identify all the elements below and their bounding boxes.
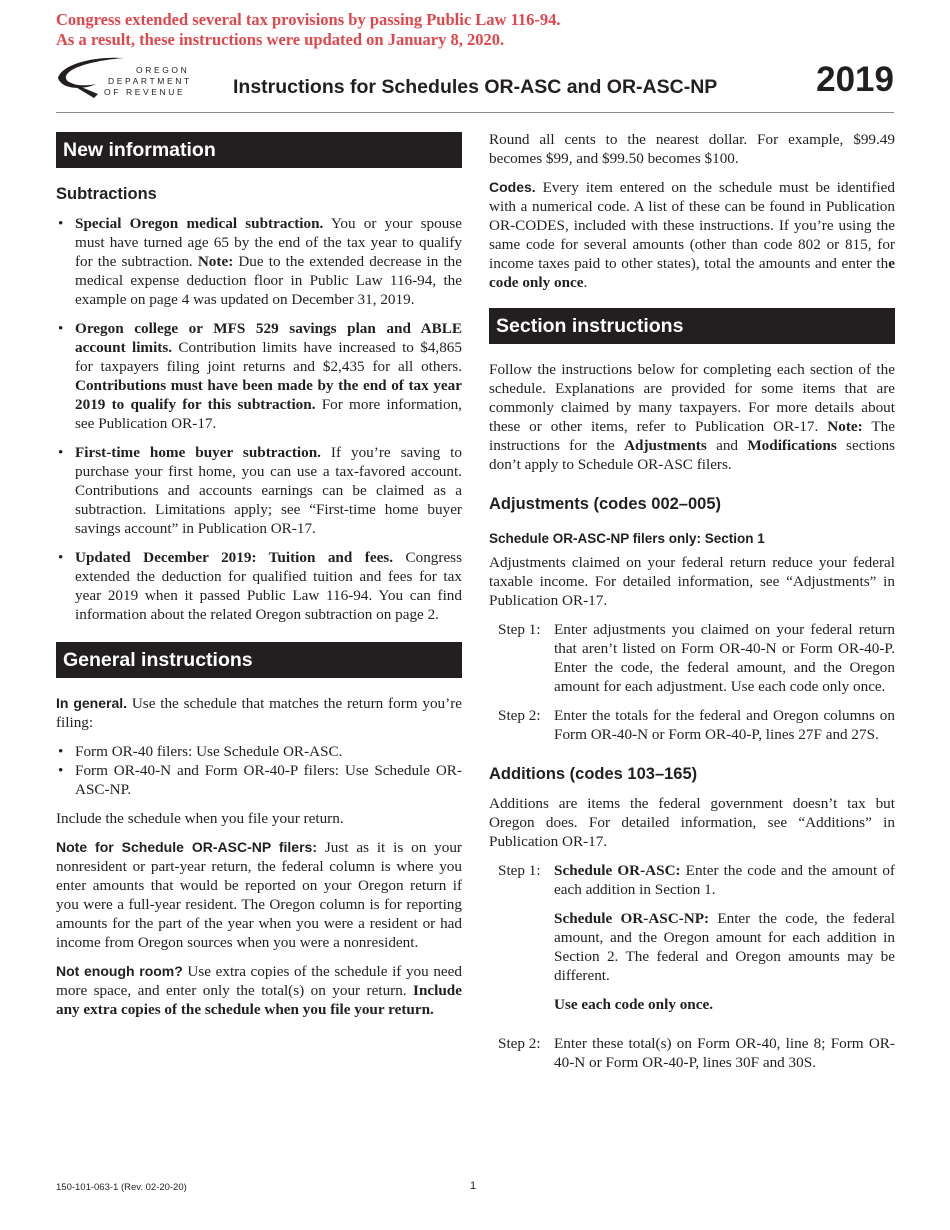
item-bold: Note: [197,253,234,270]
general-paragraph-3 [56,838,462,952]
item-lead: Special Oregon medical subtraction. [75,215,324,232]
step-bold: Use each code only once. [554,996,714,1013]
section-heading-new-information: New information [56,132,462,168]
paragraph-text: Follow the instructions below for completing each section of the schedule. Explanations are provided for some items that are commonly claimed by many taxpayers. For more details about these or other items, refer to Publication OR-17. [489,361,895,435]
general-paragraph-4 [56,962,462,1019]
item-text: You or your spouse must have turned age 65 by the end of the tax year to qualify for the subtraction. [75,215,462,270]
tax-year: 2019 [816,60,894,99]
general-paragraph-2: Include the schedule when you file your return. [56,810,344,827]
step-text: Enter the code and the amount of each addition in Section 1. [554,862,895,898]
subheading-subtractions: Subtractions [56,185,157,203]
heading-adjustments: Adjustments (codes 002–005) [489,495,722,513]
filer-list [56,742,462,799]
paragraph-text: Use the schedule that matches the return form you’re filing: [56,695,462,731]
logo-text-revenue: OF REVENUE [104,87,186,97]
oregon-dor-logo [54,54,192,100]
adjustments-step-2 [498,706,895,744]
update-notice-line-1: Congress extended several tax provisions by passing Public Law 116-94. [56,10,561,29]
step-label: Step 1: [498,862,541,879]
step-lead: Schedule OR-ASC-NP: [554,910,710,927]
list-item [56,319,462,433]
step-lead: Schedule OR-ASC: [554,862,681,879]
item-lead: Updated December 2019: Tuition and fees. [75,549,394,566]
adjustments-step-1 [498,620,895,696]
item-text: Congress extended the deduction for qualified tuition and fees for tax year 2019 when it passed Public Law 116-94. You can find information about the related Oregon subtraction on page 2. [75,549,463,623]
item-bold: Contributions must have been made by the end of tax year 2019 to qualify for this subtraction. [75,377,462,413]
right-column [489,130,895,1082]
step-text [554,861,895,899]
paragraph-lead: Note for Schedule OR-ASC-NP filers: [56,839,317,855]
paragraph-lead: Codes. [489,179,536,195]
section-paragraph [489,360,895,474]
additions-step-1 [498,861,895,1024]
paragraph-lead: Not enough room? [56,963,183,979]
list-item [56,214,462,309]
general-paragraph-1 [56,694,462,732]
list-item [56,443,462,538]
step-text [554,909,895,985]
step-text [554,995,895,1014]
paragraph-bold: Modifications [747,437,837,454]
form-number: 150-101-063-1 (Rev. 02-20-20) [56,1182,187,1193]
item-text: Contribution limits have increased to $4,865 for taxpayers filing joint returns and $2,435 for all others. [75,339,462,375]
subheading-asc-np-section-1: Schedule OR-ASC-NP filers only: Section 1 [489,531,765,546]
paragraph-text: sections don’t apply to Schedule OR-ASC filers. [489,437,895,473]
paragraph-text: The instructions for the [489,418,895,454]
list-item [56,548,462,624]
paragraph-text: Just as it is on your nonresident or part-year return, the federal column is where you enter amounts that would be reported on your Oregon return if you were a full-year resident. The Oregon column is for reporting amounts for the part of the year when you were a resident or had income from Oregon sources when you were a nonresident. [56,839,462,951]
step-label: Step 1: [498,621,541,638]
additions-step-2 [498,1034,895,1072]
paragraph-text: Use extra copies of the schedule if you need more space, and enter only the total(s) on your return. [56,963,462,999]
document-title: Instructions for Schedules OR-ASC and OR-ASC-NP [233,76,718,98]
item-text: For more information, see Publication OR-17. [75,396,462,432]
section-heading-section-instructions: Section instructions [489,308,895,344]
left-column [56,128,462,1029]
header-divider [56,112,894,113]
paragraph-lead: In general. [56,695,128,711]
paragraph-bold: Include any extra copies of the schedule when you file your return. [56,982,462,1018]
paragraph-text: Every item entered on the schedule must be identified with a numerical code. A list of these can be found in Publication OR-CODES, included with these instructions. If you’re using the same code for several amounts (other than code 802 or 815, for income taxes paid to other states), total the amounts and enter th [489,179,895,272]
section-heading-general-instructions: General instructions [56,642,462,678]
rounding-paragraph: Round all cents to the nearest dollar. For example, $99.49 becomes $99, and $99.50 becomes $100. [489,131,895,167]
adjustments-paragraph: Adjustments claimed on your federal return reduce your federal taxable income. For detailed information, see “Adjustments” in Publication OR-17. [489,554,895,609]
additions-paragraph: Additions are items the federal government doesn’t tax but Oregon does. For detailed information, see “Additions” in Publication OR-17. [489,795,895,850]
step-text: Enter these total(s) on Form OR-40, line 8; Form OR-40-N or Form OR-40-P, lines 30F and 30S. [554,1035,895,1071]
list-item: • Form OR-40 filers: Use Schedule OR-ASC. [56,742,462,761]
list-item: • Form OR-40-N and Form OR-40-P filers: Use Schedule OR-ASC-NP. [56,761,462,799]
item-text: If you’re saving to purchase your first home, you can use a tax-favored account. Contributions and accounts earnings can be claimed as a subtraction. Limitations apply; see “First-time home buyer savings account” in Publication OR-17. [75,444,462,537]
item-lead: First-time home buyer subtraction. [75,444,321,461]
item-lead: Oregon college or MFS 529 savings plan and ABLE account limits. [75,320,462,356]
step-label: Step 2: [498,707,541,724]
paragraph-bold: Note: [827,418,863,435]
item-text: Due to the extended decrease in the medical expense deduction floor in Public Law 116-94, the example on page 4 was updated on December 31, 2019. [75,253,463,308]
paragraph-text: and [706,437,748,454]
update-notice [56,10,561,50]
step-label: Step 2: [498,1035,541,1052]
logo-text-department: DEPARTMENT [108,76,192,86]
paragraph-bold: Adjustments [624,437,707,454]
heading-additions: Additions (codes 103–165) [489,765,698,783]
paragraph-bold: e code only once [489,255,895,291]
logo-text-oregon: OREGON [136,65,190,75]
step-text: Enter adjustments you claimed on your federal return that aren’t listed on Form OR-40-N or Form OR-40-P. Enter the code, the federal amount, and the Oregon amount for each adjustment. Use each code only once. [554,621,895,695]
step-text: Enter the totals for the federal and Oregon columns on Form OR-40-N or Form OR-40-P, lines 27F and 27S. [554,707,895,743]
new-info-list [56,214,462,624]
codes-paragraph [489,178,895,292]
page-number: 1 [470,1180,477,1192]
step-text: Enter the code, the federal amount, and the Oregon amount for each addition in Section 2. The federal and Oregon amounts may be different. [554,910,895,984]
update-notice-line-2: As a result, these instructions were updated on January 8, 2020. [56,30,505,49]
paragraph-text: . [583,274,588,291]
